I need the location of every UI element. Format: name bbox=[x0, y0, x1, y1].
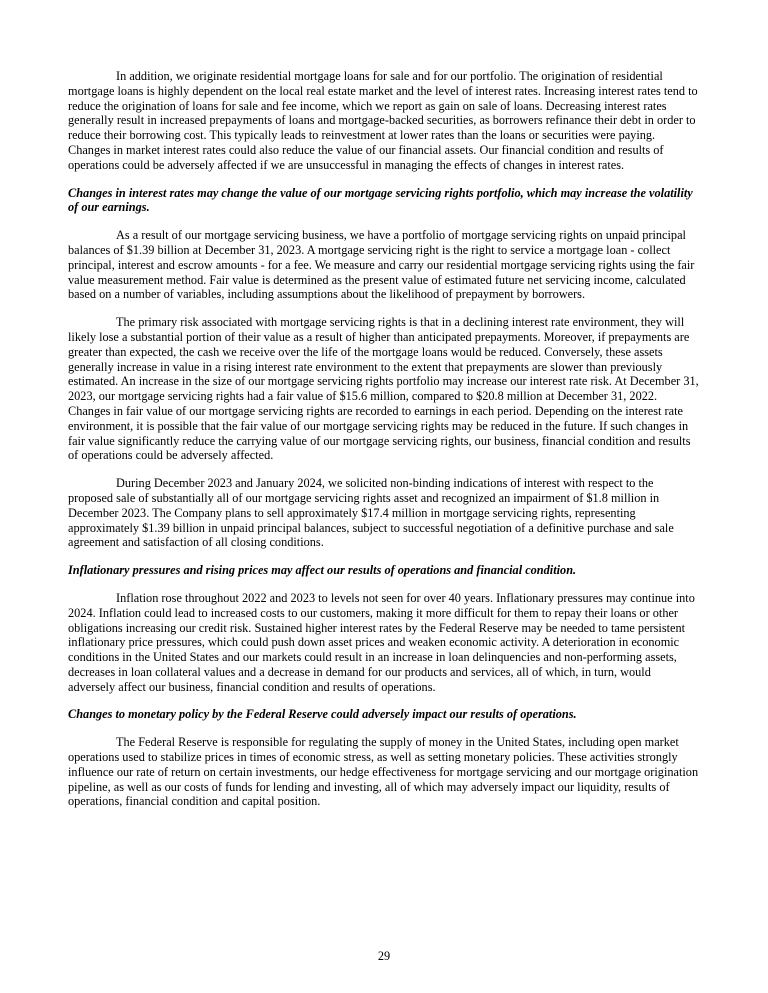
risk-factor-heading-monetary-policy: Changes to monetary policy by the Federal Reserve could adversely impact our results of operations. bbox=[68, 707, 577, 722]
paragraph-inflation: Inflation rose throughout 2022 and 2023 to levels not seen for over 40 years. Inflationary pressures may continue into 2024. Inflation could lead to increased costs to our customers, making it more difficult for them to repay their loans or other obligations increasing our credit risk. Sustained higher interest rates by the Federal Reserve may be needed to tame persistent inflationary price pressures, which could push down asset prices and weaken economic activity. A deterioration in economic conditions in the United States and our markets could result in an increase in loan delinquencies and non-performing assets, decreases in loan collateral values and a decrease in demand for our products and services, all of which, in turn, would adversely affect our business, financial condition and results of operations. bbox=[68, 590, 695, 694]
paragraph-interest-rate-risk: In addition, we originate residential mortgage loans for sale and for our portfolio. The origination of residential mortgage loans is highly dependent on the local real estate market and the level of interest rates. Increasing interest rates tend to reduce the origination of loans for sale and fee income, which we report as gain on sale of loans. Decreasing interest rates generally result in increased prepayments of loans and mortgage-backed securities, as borrowers refinance their debt in order to reduce their borrowing cost. This typically leads to reinvestment at lower rates than the loans or securities were paying. Changes in market interest rates could also reduce the value of our financial assets. Our financial condition and results of operations could be adversely affected if we are unsuccessful in managing the effects of changes in interest rates. bbox=[68, 69, 698, 172]
risk-factor-heading-mortgage-servicing-rights: Changes in interest rates may change the value of our mortgage servicing rights portfolio, which may increase the volatility of our earnings. bbox=[68, 185, 693, 215]
paragraph-msr-primary-risk: The primary risk associated with mortgage servicing rights is that in a declining interest rate environment, they will likely lose a substantial portion of their value as a result of higher than anticipated prepayments. Moreover, if prepayments are greater than expected, the cash we receive over the life of the mortgage loans would be reduced. Conversely, these assets generally increase in value in a rising interest rate environment to the extent that prepayments are slower than previously estimated. An increase in the size of our mortgage servicing rights portfolio may increase our interest rate risk. At December 31, 2023, our mortgage servicing rights had a fair value of $15.6 million, compared to $20.8 million at December 31, 2022. Changes in fair value of our mortgage servicing rights are recorded to earnings in each period. Depending on the interest rate environment, it is possible that the fair value of our mortgage servicing rights may be reduced in the future. If such changes in fair value significantly reduce the carrying value of our mortgage servicing rights, our business, financial condition and results of operations could be adversely affected. bbox=[68, 315, 699, 463]
document-body bbox=[68, 69, 700, 822]
risk-factor-heading-inflation: Inflationary pressures and rising prices may affect our results of operations and financial condition. bbox=[68, 563, 577, 578]
paragraph-federal-reserve: The Federal Reserve is responsible for regulating the supply of money in the United States, including open market operations used to stabilize prices in times of economic stress, as well as setting monetary policies. These activities strongly influence our rate of return on certain investments, our hedge effectiveness for mortgage servicing and our mortgage origination pipeline, as well as our costs of funds for lending and investing, all of which may adversely impact our liquidity, results of operations, financial condition and capital position. bbox=[68, 735, 699, 809]
paragraph-msr-sale: During December 2023 and January 2024, we solicited non-binding indications of interest with respect to the proposed sale of substantially all of our mortgage servicing rights asset and recognized an impairment of $1.8 million in December 2023. The Company plans to sell approximately $17.4 million in mortgage servicing rights, representing approximately $1.39 billion in unpaid principal balances, subject to successful negotiation of a definitive purchase and sale agreement and satisfaction of all closing conditions. bbox=[68, 476, 674, 550]
paragraph-msr-portfolio: As a result of our mortgage servicing business, we have a portfolio of mortgage servicing rights on unpaid principal balances of $1.39 billion at December 31, 2023. A mortgage servicing right is the right to service a mortgage loan - collect principal, interest and escrow amounts - for a fee. We measure and carry our residential mortgage servicing rights using the fair value measurement method. Fair value is determined as the present value of estimated future net servicing income, calculated based on a number of variables, including assumptions about the likelihood of prepayment by borrowers. bbox=[68, 228, 695, 302]
page-number: 29 bbox=[377, 949, 391, 963]
